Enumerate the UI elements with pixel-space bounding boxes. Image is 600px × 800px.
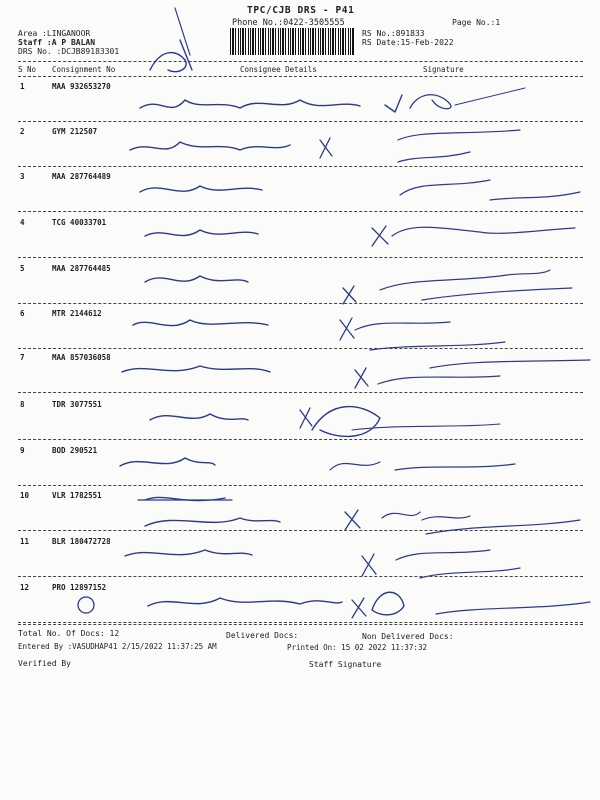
row-divider (18, 439, 583, 440)
column-sno: S No (18, 65, 37, 74)
row7-cross (355, 368, 368, 388)
row-serial-number: 1 (20, 82, 25, 91)
printed-on: Printed On: 15 02 2022 11:37:32 (287, 643, 427, 652)
row-serial-number: 4 (20, 218, 25, 227)
row-consignment-number: MTR 2144612 (52, 309, 102, 318)
row-divider (18, 303, 583, 304)
row1-tick (385, 95, 402, 112)
column-consignment: Consignment No (52, 65, 116, 74)
row-divider (18, 121, 583, 122)
row-consignment-number: TDR 3077551 (52, 400, 102, 409)
row-divider (18, 211, 583, 212)
phone-number: Phone No.:0422-3505555 (232, 18, 345, 28)
row1-signature (410, 95, 451, 109)
row-consignment-number: BOD 290521 (52, 446, 98, 455)
row11-name-scribble (125, 550, 252, 556)
row-divider (18, 622, 583, 623)
row3-signature (400, 180, 580, 200)
row-divider (18, 257, 583, 258)
document-title: TPC/CJB DRS - P41 (247, 5, 355, 16)
verified-by: Verified By (18, 659, 71, 668)
row7-signature (378, 360, 590, 384)
row9-name-scribble (120, 458, 215, 466)
row10-cross (345, 510, 360, 530)
column-divider (18, 76, 583, 77)
rs-number: RS No.:891833 (362, 29, 425, 38)
row5-cross (343, 286, 356, 304)
row-serial-number: 12 (20, 583, 30, 592)
row9-signature (330, 462, 515, 470)
header-divider (18, 61, 583, 62)
row12-circled-mark (78, 597, 94, 613)
row-consignment-number: GYM 212507 (52, 127, 98, 136)
row1-name-scribble (140, 100, 360, 108)
row11-signature (396, 550, 520, 578)
row-consignment-number: MAA 932653270 (52, 82, 111, 91)
barcode-image (230, 28, 355, 55)
page-number: Page No.:1 (452, 18, 501, 27)
row-consignment-number: BLR 180472728 (52, 537, 111, 546)
row-divider (18, 348, 583, 349)
row-divider (18, 530, 583, 531)
row-consignment-number: MAA 857036058 (52, 353, 111, 362)
row8-name-scribble (150, 414, 248, 420)
row-divider (18, 485, 583, 486)
row-serial-number: 11 (20, 537, 30, 546)
staff-label: Staff :A P BALAN (18, 38, 96, 47)
row3-name-scribble (140, 186, 262, 192)
column-signature: Signature (423, 65, 464, 74)
row8-cross (300, 408, 312, 428)
row8-phone-scribble (352, 424, 500, 430)
row-consignment-number: PRO 12897152 (52, 583, 107, 592)
row12-cross (352, 598, 366, 618)
row12-name-scribble (148, 598, 342, 606)
row7-name-scribble (122, 366, 270, 372)
row4-name-scribble (145, 230, 258, 236)
row5-signature (380, 270, 572, 300)
row6-name-scribble (133, 320, 268, 326)
row6-signature (355, 322, 505, 350)
column-header-row (18, 65, 582, 75)
row2-name-scribble (130, 142, 290, 150)
header-stroke (175, 8, 190, 55)
total-docs: Total No. Of Docs: 12 (18, 629, 120, 638)
row4-signature (392, 227, 575, 236)
row-serial-number: 9 (20, 446, 25, 455)
row-serial-number: 8 (20, 400, 25, 409)
row2-cross (320, 138, 332, 158)
row-consignment-number: MAA 287764489 (52, 172, 111, 181)
row6-cross (340, 318, 354, 340)
row-consignment-number: MAA 287764485 (52, 264, 111, 273)
row-serial-number: 6 (20, 309, 25, 318)
row11-cross (362, 554, 376, 576)
row-divider (18, 576, 583, 577)
column-consignee: Consignee Details (240, 65, 317, 74)
row12-signature (372, 592, 404, 615)
row4-cross (372, 226, 388, 246)
row-consignment-number: VLR 1782551 (52, 491, 102, 500)
area-label: Area :LINGANOOR (18, 29, 91, 38)
drs-number: DRS No. :DCJB89183301 (18, 47, 120, 56)
row-serial-number: 7 (20, 353, 25, 362)
staff-signature-label: Staff Signature (309, 660, 382, 669)
row-serial-number: 5 (20, 264, 25, 273)
row-serial-number: 3 (20, 172, 25, 181)
rs-date: RS Date:15-Feb-2022 (362, 38, 454, 47)
non-delivered-docs: Non Delivered Docs: (362, 632, 454, 641)
row8-signature (312, 407, 380, 437)
row5-name-scribble (145, 276, 248, 282)
row12-phone-scribble (436, 602, 590, 614)
entered-by: Entered By :VASUDHAP41 2/15/2022 11:37:25 AM (18, 642, 217, 651)
row-serial-number: 2 (20, 127, 25, 136)
row-consignment-number: TCG 40033701 (52, 218, 107, 227)
row-divider (18, 392, 583, 393)
row-divider (18, 166, 583, 167)
delivered-docs: Delivered Docs: (226, 631, 299, 640)
footer-divider (18, 624, 583, 625)
row10-name-scribble (145, 497, 280, 526)
row1-phone-scribble (455, 88, 525, 105)
row-serial-number: 10 (20, 491, 30, 500)
row2-phone-scribble (398, 130, 520, 162)
